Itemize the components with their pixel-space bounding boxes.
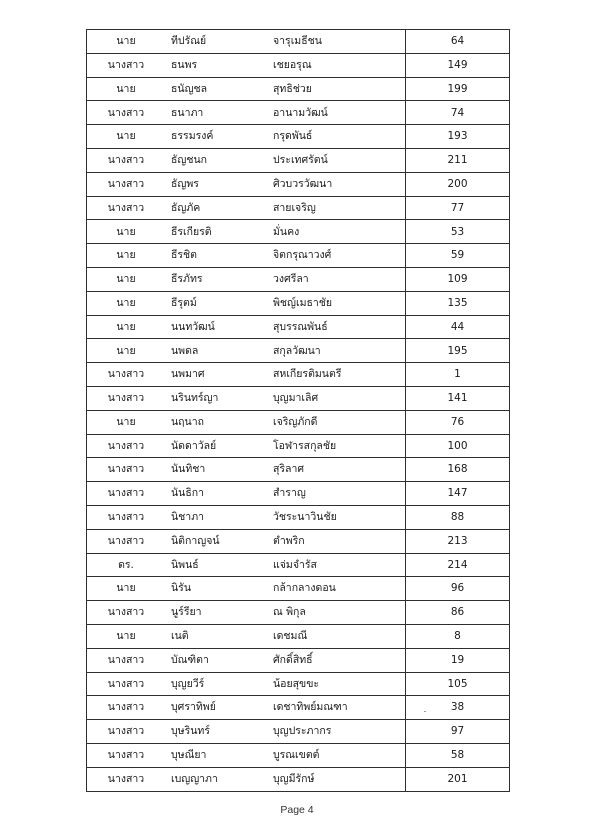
table-row	[87, 672, 510, 696]
cell-last-name: เชยอรุณ	[267, 53, 406, 77]
table-row	[87, 125, 510, 149]
cell-number: 168	[406, 458, 510, 482]
cell-number: 149	[406, 53, 510, 77]
table-row	[87, 482, 510, 506]
cell-number: 100	[406, 434, 510, 458]
cell-first-name: นิรัน	[165, 577, 267, 601]
cell-number: 147	[406, 482, 510, 506]
cell-first-name: ธีรเกียรติ	[165, 220, 267, 244]
cell-last-name: ประเทศรัตน์	[267, 148, 406, 172]
cell-last-name: บุญมาเลิศ	[267, 386, 406, 410]
cell-first-name: นัดดาวัลย์	[165, 434, 267, 458]
cell-last-name: บุญมีรักษ์	[267, 767, 406, 791]
cell-number: 193	[406, 125, 510, 149]
cell-last-name: น้อยสุขขะ	[267, 672, 406, 696]
table-row	[87, 30, 510, 54]
cell-title: นางสาว	[87, 696, 166, 720]
cell-title: นางสาว	[87, 505, 166, 529]
cell-first-name: บัณฑิตา	[165, 648, 267, 672]
cell-last-name: สายเจริญ	[267, 196, 406, 220]
cell-first-name: นพมาศ	[165, 363, 267, 387]
cell-number: 97	[406, 720, 510, 744]
cell-title: นาย	[87, 339, 166, 363]
cell-number: 53	[406, 220, 510, 244]
cell-title: นาย	[87, 30, 166, 54]
cell-last-name: ตำพริก	[267, 529, 406, 553]
cell-title: นางสาว	[87, 101, 166, 125]
cell-first-name: ธัญพร	[165, 172, 267, 196]
cell-last-name: พิชญ์เมธาชัย	[267, 291, 406, 315]
cell-last-name: ศิวบวรวัฒนา	[267, 172, 406, 196]
cell-number: 76	[406, 410, 510, 434]
table-row	[87, 315, 510, 339]
cell-first-name: ธนพร	[165, 53, 267, 77]
table-row	[87, 291, 510, 315]
cell-last-name: ศักดิ์สิทธิ์	[267, 648, 406, 672]
cell-first-name: นนทวัฒน์	[165, 315, 267, 339]
table-row	[87, 505, 510, 529]
table-row	[87, 553, 510, 577]
cell-title: นางสาว	[87, 482, 166, 506]
table-row	[87, 458, 510, 482]
cell-number: 201	[406, 767, 510, 791]
cell-number: 105	[406, 672, 510, 696]
cell-first-name: นูร์รียา	[165, 601, 267, 625]
table-row	[87, 53, 510, 77]
cell-first-name: ธัญชนก	[165, 148, 267, 172]
cell-first-name: บุญยวีร์	[165, 672, 267, 696]
cell-first-name: ธีรุตม์	[165, 291, 267, 315]
cell-title: นางสาว	[87, 743, 166, 767]
cell-title: นาย	[87, 410, 166, 434]
table-row	[87, 720, 510, 744]
cell-last-name: เดชมณี	[267, 624, 406, 648]
name-list-table	[86, 29, 510, 792]
cell-number: 44	[406, 315, 510, 339]
table-row	[87, 696, 510, 720]
table-row	[87, 529, 510, 553]
table-row	[87, 577, 510, 601]
cell-title: นาย	[87, 220, 166, 244]
cell-first-name: ธีรภัทร	[165, 267, 267, 291]
cell-title: นางสาว	[87, 648, 166, 672]
cell-last-name: บุญประภากร	[267, 720, 406, 744]
table-row	[87, 220, 510, 244]
cell-first-name: นรินทร์ญา	[165, 386, 267, 410]
cell-title: นาย	[87, 291, 166, 315]
cell-number: 211	[406, 148, 510, 172]
cell-first-name: ธีรชิต	[165, 244, 267, 268]
cell-first-name: นันทิชา	[165, 458, 267, 482]
cell-title: นางสาว	[87, 363, 166, 387]
cell-first-name: บุษรินทร์	[165, 720, 267, 744]
cell-last-name: สุบรรณพันธ์	[267, 315, 406, 339]
scan-speck	[424, 711, 426, 712]
cell-last-name: เจริญภักดี	[267, 410, 406, 434]
cell-last-name: เดชาทิพย์มณฑา	[267, 696, 406, 720]
cell-last-name: สำราญ	[267, 482, 406, 506]
cell-last-name: สุทธิช่วย	[267, 77, 406, 101]
table-row	[87, 410, 510, 434]
cell-first-name: ธรรมรงค์	[165, 125, 267, 149]
cell-title: นางสาว	[87, 386, 166, 410]
cell-number: 58	[406, 743, 510, 767]
cell-title: นางสาว	[87, 434, 166, 458]
cell-title: นางสาว	[87, 601, 166, 625]
name-list-body	[87, 30, 510, 792]
cell-title: นาย	[87, 125, 166, 149]
cell-number: 86	[406, 601, 510, 625]
cell-title: นางสาว	[87, 720, 166, 744]
cell-title: นางสาว	[87, 767, 166, 791]
cell-number: 195	[406, 339, 510, 363]
cell-title: นาย	[87, 244, 166, 268]
cell-last-name: โอฬารสกุลชัย	[267, 434, 406, 458]
cell-number: 135	[406, 291, 510, 315]
cell-first-name: บุศราทิพย์	[165, 696, 267, 720]
cell-last-name: จารุเมธีชน	[267, 30, 406, 54]
cell-last-name: สกุลวัฒนา	[267, 339, 406, 363]
cell-title: นาย	[87, 577, 166, 601]
cell-title: นางสาว	[87, 172, 166, 196]
cell-title: นาย	[87, 267, 166, 291]
cell-number: 109	[406, 267, 510, 291]
cell-title: นางสาว	[87, 458, 166, 482]
cell-title: ดร.	[87, 553, 166, 577]
cell-first-name: ธัญภัค	[165, 196, 267, 220]
cell-number: 213	[406, 529, 510, 553]
table-row	[87, 77, 510, 101]
table-row	[87, 363, 510, 387]
cell-last-name: ณ พิกุล	[267, 601, 406, 625]
cell-first-name: นพดล	[165, 339, 267, 363]
page-number: Page 4	[280, 804, 314, 816]
table-row	[87, 743, 510, 767]
cell-title: นาย	[87, 77, 166, 101]
cell-first-name: นิชาภา	[165, 505, 267, 529]
cell-title: นางสาว	[87, 53, 166, 77]
cell-last-name: บูรณเขตต์	[267, 743, 406, 767]
table-row	[87, 267, 510, 291]
cell-last-name: จิตกรุณาวงศ์	[267, 244, 406, 268]
cell-last-name: วงศรีลา	[267, 267, 406, 291]
table-row	[87, 386, 510, 410]
cell-number: 88	[406, 505, 510, 529]
cell-first-name: บุษณียา	[165, 743, 267, 767]
cell-last-name: สหเกียรติมนตรี	[267, 363, 406, 387]
cell-last-name: แจ่มจำรัส	[267, 553, 406, 577]
cell-number: 38	[406, 696, 510, 720]
table-row	[87, 648, 510, 672]
cell-title: นางสาว	[87, 672, 166, 696]
cell-last-name: วัชระนาวินชัย	[267, 505, 406, 529]
cell-title: นางสาว	[87, 196, 166, 220]
cell-first-name: ธนาภา	[165, 101, 267, 125]
cell-number: 59	[406, 244, 510, 268]
cell-number: 64	[406, 30, 510, 54]
cell-title: นาย	[87, 315, 166, 339]
cell-number: 19	[406, 648, 510, 672]
cell-first-name: เบญญาภา	[165, 767, 267, 791]
cell-number: 8	[406, 624, 510, 648]
cell-first-name: ธนัญชล	[165, 77, 267, 101]
table-row	[87, 434, 510, 458]
table-row	[87, 339, 510, 363]
cell-number: 96	[406, 577, 510, 601]
cell-number: 1	[406, 363, 510, 387]
table-row	[87, 148, 510, 172]
cell-last-name: มั่นคง	[267, 220, 406, 244]
table-row	[87, 196, 510, 220]
cell-number: 77	[406, 196, 510, 220]
cell-first-name: นันธิกา	[165, 482, 267, 506]
cell-last-name: กรุดพันธ์	[267, 125, 406, 149]
table-row	[87, 244, 510, 268]
cell-title: นาย	[87, 624, 166, 648]
cell-last-name: สุริลาศ	[267, 458, 406, 482]
cell-title: นางสาว	[87, 148, 166, 172]
table-row	[87, 101, 510, 125]
cell-title: นางสาว	[87, 529, 166, 553]
cell-number: 200	[406, 172, 510, 196]
cell-first-name: เนติ	[165, 624, 267, 648]
cell-last-name: กล้ากลางดอน	[267, 577, 406, 601]
table-row	[87, 601, 510, 625]
cell-number: 214	[406, 553, 510, 577]
cell-last-name: อานามวัฒน์	[267, 101, 406, 125]
cell-first-name: นิติกาญจน์	[165, 529, 267, 553]
cell-first-name: ทีปรัณย์	[165, 30, 267, 54]
table-row	[87, 172, 510, 196]
cell-number: 74	[406, 101, 510, 125]
cell-first-name: นฤนาถ	[165, 410, 267, 434]
cell-first-name: นิพนธ์	[165, 553, 267, 577]
cell-number: 141	[406, 386, 510, 410]
table-row	[87, 624, 510, 648]
table-row	[87, 767, 510, 791]
cell-number: 199	[406, 77, 510, 101]
